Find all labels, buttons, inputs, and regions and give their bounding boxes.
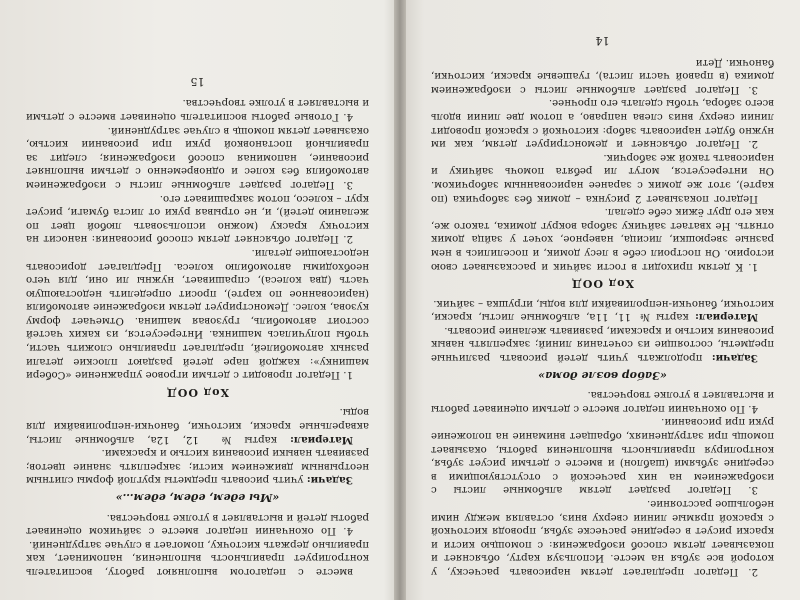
paragraph: 1. Педагог проводит с детьми игровое упражнение «Собери машинку»: каждой паре детей раздают плоские детали разных автомобилей, предлагает правильно сложить части, чтобы получилась машинка. Интересуется, из каких частей состоит автомобиль, грузовая машина. Отмечает форму кузова, колес. Демонстрирует детям изображение автомобиля (нарисованное по карте), просит определить недостающую часть (два колеса), спрашивает, нужны ли они, для чего необходимы автомобилю колеса. Предлагает дорисовать недостающие детали. [26, 246, 369, 381]
paragraph: 3. Педагог раздает детям альбомные листы с изображением на них расческой с отсутствующими в середине зубьями (шаблон) и вместе с детьми рисует зубья, контролируя правильность выполнения работы, оказывает помощь при затруднениях, обращает внимание на положение руки при рисовании. [431, 416, 774, 496]
materials-paragraph [431, 296, 774, 323]
left-page [0, 0, 395, 600]
paragraph: Педагог показывает 2 рисунка – домик без заборчика (по карте), этот же домик с заранее нарисованным заборчиком. Он интересуется, могут ли ребята помочь зайчику и нарисовать такой же заборчик. [431, 151, 774, 204]
materials-label: Материал: [695, 311, 758, 324]
section-title: «Мы едем, едем, едем…» [115, 491, 280, 505]
paragraph: 2. Педагог объясняет и демонстрирует детям, как им нужно будет нарисовать забор: кисточкой с краской проводит линии сверху вниз слева направо, а потом две линии вдоль всего забора, чтобы сделать его прочнее. [431, 97, 774, 150]
page-number: 14 [595, 34, 610, 48]
subheading: Ход ООД [571, 277, 634, 291]
paragraph: 3. Педагог раздает альбомные листы с изображением автомобиля без колес и одновременно с детьми выполняет рисование, напоминая способ изображения; следит за правильной постановкой руки при рисовании кистью, оказывает детям помощь в случае затруднений. [26, 124, 369, 190]
paragraph: вместе с педагогом выполняют работу, воспитатель контролирует правильность выполнения, напоминает, как правильно держать кисточку, помогает в случае затруднений. [26, 538, 369, 577]
materials-paragraph [26, 405, 369, 446]
materials-text: карты № 11, 11а, альбомные листы, краски, кисточки, баночки-непроливайки для воды, игрушка – зайчик. [431, 297, 774, 323]
paragraph: 4. По окончании педагог вместе с детьми оценивает работы и выставляет в уголке творчества. [431, 389, 774, 414]
paragraph: 4. Готовые работы воспитатель оценивает вместе с детьми и выставляет в уголке творчества. [26, 97, 369, 122]
goals-paragraph [26, 446, 369, 487]
goals-text: учить рисовать предметы круглой формы слитным неотрывным движением кисти; закреплять знание цветов; развивать навыки рисования кистью и красками. [26, 447, 369, 486]
section-title: «Забор возле дома» [538, 368, 667, 382]
paragraph: 1. К детям приходит в гости зайчик и рассказывает свою историю. Он построил себе в лесу домик, и поселились в нем разные зверюшки, лисица, наверное, хочет у зайца домик отнять. Не хватает зайчику забора вокруг домика, такого же, как его друг ёжик себе сделал. [431, 206, 774, 272]
goals-paragraph [431, 323, 774, 364]
goals-label: Задачи: [711, 352, 758, 365]
paragraph: 4. По окончании педагог вместе с зайчиком оценивает работы детей и выставляет в уголке творчества. [26, 511, 369, 537]
goals-label: Задачи: [306, 474, 353, 487]
materials-text: карты № 12, 12а, альбомные листы, акварельные краски, кисточки, баночки-непроливайки для воды. [26, 406, 369, 445]
subheading: Ход ООД [166, 385, 229, 399]
paragraph: 2. Педагог предлагает детям нарисовать расческу, у которой все зубья на месте. Используя карту, объясняет и показывает детям способ изображения: с помощью кисти и краски рисует в середине расческе зубья, проводя кисточкой с краской прямые линии сверху вниз, оставляя между ними небольшое расстояние. [431, 498, 774, 577]
goals-text: продолжать учить детей рисовать различные предметы, состоящие из сочетания линий; закреплять навык рисования кистью и красками, развивать желание рисовать. [431, 324, 774, 364]
paragraph: 3. Педагог раздает альбомные листы с изображением домика (в правой части листа), гуашевые краски, кисточки, баночки. Дети [431, 56, 774, 95]
right-page [405, 0, 800, 600]
page-number: 15 [190, 74, 205, 88]
paragraph: 2. Педагог объясняет детям способ рисования: наносит на кисточку краску (можно использовать любой цвет по желанию детей), и, не отрывая руки от листа бумаги, рисует круг – колесо, потом закрашивает его. [26, 192, 369, 245]
materials-label: Материал: [290, 433, 353, 446]
